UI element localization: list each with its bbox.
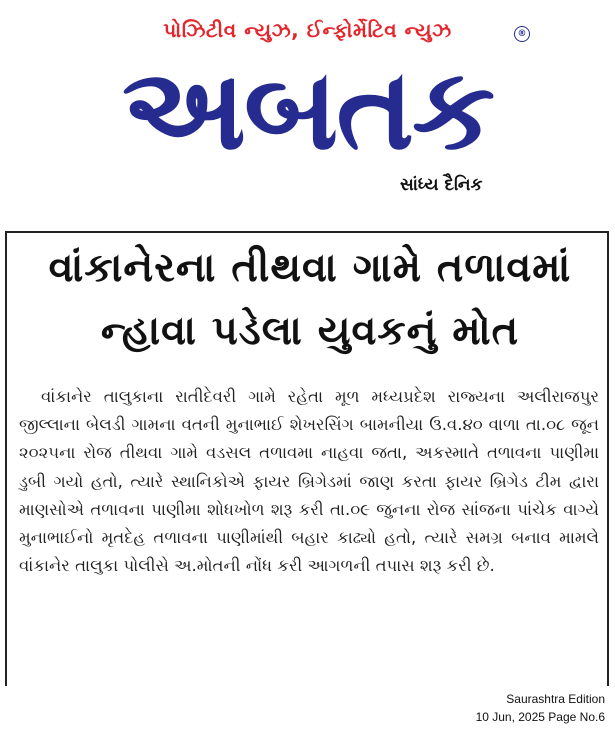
newspaper-subtitle: સાંધ્ય દૈનિક (400, 175, 483, 195)
masthead (0, 0, 615, 210)
edition-name: Saurashtra Edition (506, 692, 605, 706)
article-body: વાંકાનેર તાલુકાના રાતીદેવરી ગામે રહેતા મૂળ મધ્યપ્રદેશ રાજ્યના અલીરાજપુર જીલ્લાના બેલડી ગામના વતની મુનાભાઈ શેખરસિંગ બામનીયા ઉ.વ.૪૦ વાળા તા.૦૮ જૂન ૨૦૨૫ના રોજ તીથવા ગામે વડસલ તળાવમા નાહવા જતા, અકસ્માતે તળાવના પાણીમા ડુબી ગયો હતો, ત્યારે સ્થાનિકોએ ફાયર બ્રિગેડમાં જાણ કરતા ફાયર બ્રિગેડ ટીમ દ્વારા માણસોએ તળાવના પાણીમા શોધખોળ શરૂ કરી તા.૦૯ જુનના રોજ સાંજના પાંચેક વાગ્યે મુનાભાઈનો મૃતદેહ તળાવના પાણીમાંથી બહાર કાઢ્યો હતો, ત્યારે સમગ્ર બનાવ મામલે વાંકાનેર તાલુકા પોલીસે અ.મોતની નોંધ કરી આગળની તપાસ શરૂ કરી છે. (19, 387, 599, 576)
newspaper-logo: અબતક (121, 45, 494, 175)
tagline: પોઝિટીવ ન્યુઝ, ઈન્ફોર્મેટિવ ન્યુઝ (163, 18, 452, 42)
edition-date-page: 10 Jun, 2025 Page No.6 (475, 710, 605, 724)
headline-line-1: વાંકાનેરના તીથવા ગામે તળાવમાં (48, 245, 572, 291)
headline-line-2: ન્હાવા પડેલા યુવકનું મોત (100, 308, 520, 354)
edition-info (476, 690, 605, 726)
article (5, 231, 609, 686)
registered-mark: ® (514, 26, 530, 42)
